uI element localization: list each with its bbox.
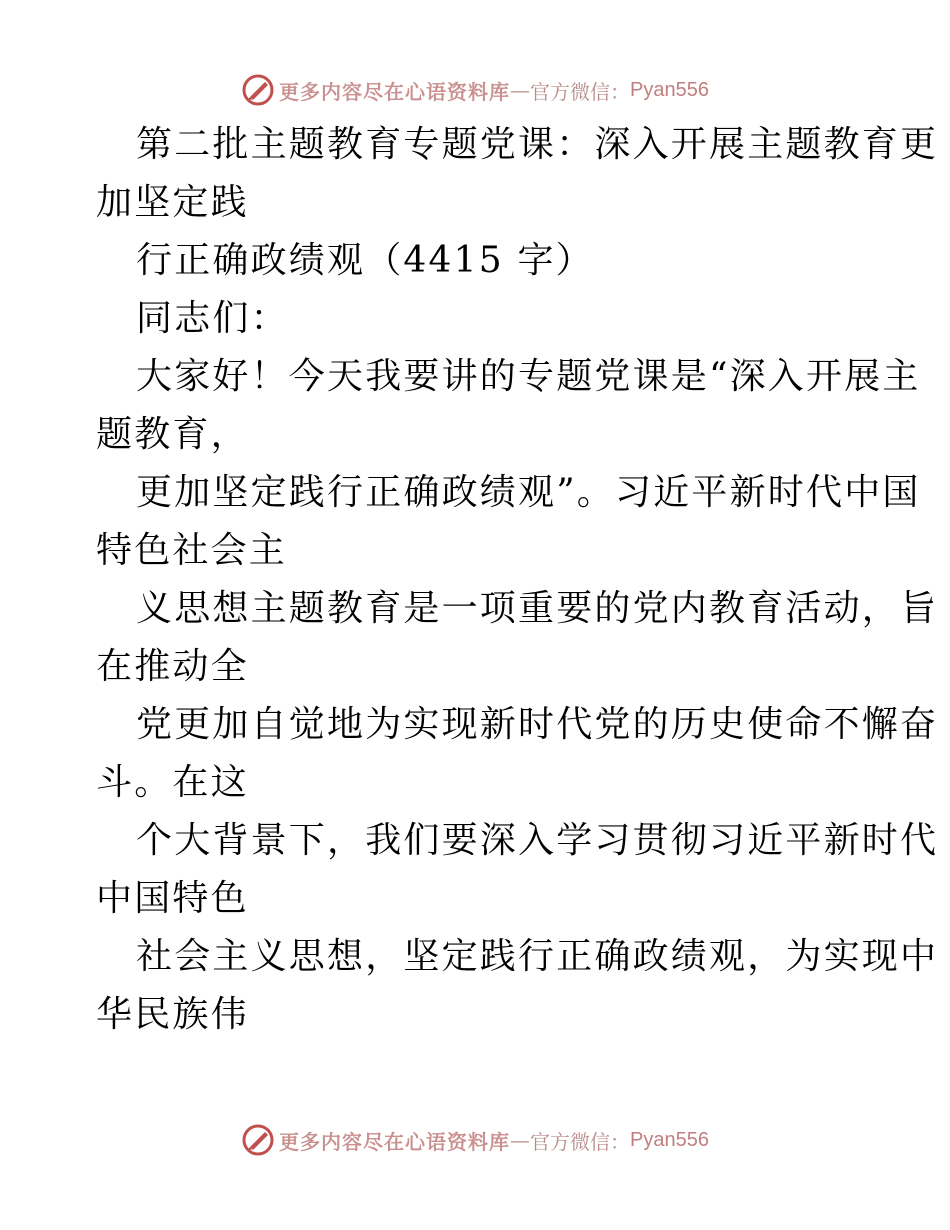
banner-wechat-id: Pyan556 [630,78,709,101]
banner-dash: — [510,1128,531,1152]
text-line: 特色社会主 [96,530,288,571]
banner-main-text: 更多内容尽在心语资料库 [279,79,511,104]
document-body [96,116,939,1044]
logo-icon [241,1123,275,1157]
text-line: 华民族伟 [96,994,249,1035]
banner-sub-text: 官方微信： [530,1129,631,1154]
text-line: 斗。在这 [96,762,249,803]
text-line: 加坚定践 [96,182,249,223]
text-line: 社会主义思想，坚定践行正确政绩观，为实现中 [136,936,939,977]
banner-main-text: 更多内容尽在心语资料库 [279,1129,511,1154]
text-line: 行正确政绩观（4415 字） [136,240,594,281]
text-line: 党更加自觉地为实现新时代党的历史使命不懈奋 [136,704,939,745]
text-line: 题教育， [96,414,249,455]
banner-dash: — [510,78,531,102]
text-line: 第二批主题教育专题党课：深入开展主题教育更 [136,124,939,165]
text-line: 更加坚定践行正确政绩观”。习近平新时代中国 [136,472,921,513]
text-line: 在推动全 [96,646,249,687]
text-line: 同志们： [136,298,289,339]
header-watermark-banner [0,70,950,110]
banner-sub-text: 官方微信： [530,79,631,104]
logo-icon [241,73,275,107]
text-line: 义思想主题教育是一项重要的党内教育活动，旨 [136,588,939,629]
text-line: 个大背景下，我们要深入学习贯彻习近平新时代 [136,820,939,861]
text-line: 中国特色 [96,878,249,919]
banner-wechat-id: Pyan556 [630,1128,709,1151]
footer-watermark-banner [0,1120,950,1160]
text-line: 大家好！今天我要讲的专题党课是“深入开展主 [136,356,921,397]
